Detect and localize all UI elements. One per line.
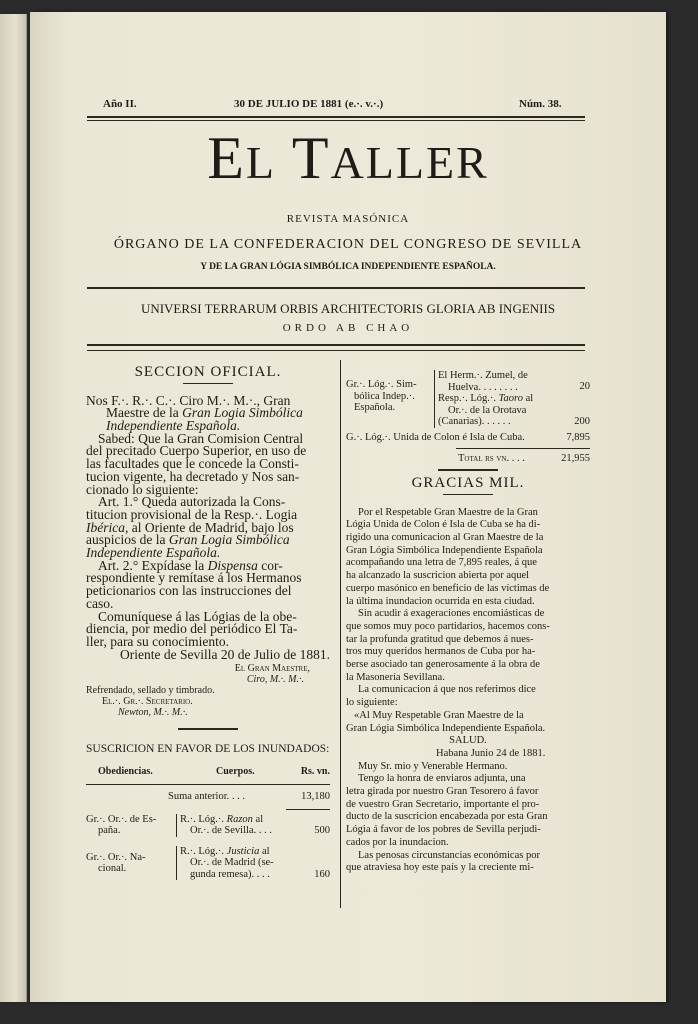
- decree-line: respondiente y remítase á los Hermanos: [86, 570, 302, 586]
- text-line: que somos muy poco partidarios, hacemos cons-: [346, 620, 550, 632]
- decree-line: Art. 1.° Queda autorizada la Cons-: [98, 494, 286, 510]
- masthead-organ-line-2: Y DE LA GRAN LÓGIA SIMBÓLICA INDEPENDIENTE ESPAÑOLA.: [200, 262, 496, 272]
- heading-rule: [183, 383, 233, 384]
- obedience-line: Gr.·. Or.·. de Es-: [86, 813, 157, 825]
- text-line: Tengo la honra de enviaros adjunta, una: [358, 773, 526, 785]
- text-line: la Masonería Sevillana.: [346, 671, 445, 683]
- text-line: Gran Lógia Simbólica Independiente Española: [346, 544, 543, 556]
- decree-line: titucion provisional de la Resp.·. Logia: [86, 506, 298, 522]
- col-header-amount: Rs. vn.: [300, 765, 330, 777]
- decree-line: Art. 2.° Expídase la Dispensa cor-: [98, 557, 283, 573]
- obedience-line: paña.: [98, 825, 121, 837]
- row-obedience: [86, 852, 145, 875]
- masthead-motto-2: ORDO AB CHAO: [282, 322, 414, 334]
- masthead-organ-line-1: ÓRGANO DE LA CONFEDERACION DEL CONGRESO DE SEVILLA: [113, 237, 583, 252]
- left-column: [86, 366, 330, 886]
- decree-line: caso.: [86, 595, 114, 611]
- facing-page-edge: [0, 14, 27, 1002]
- text-line: que atraviesa hoy este país y la creciente mi-: [346, 862, 534, 874]
- decree-line: Comuníquese á las Lógias de la obe-: [98, 608, 297, 624]
- decree-line: peticionarios con las instrucciones del: [86, 583, 292, 599]
- decree-line: Independiente Española.: [106, 418, 241, 433]
- header-rule: [87, 116, 585, 118]
- table-header: [86, 766, 330, 782]
- text-line: La comunicacion á que nos referimos dice: [358, 684, 536, 696]
- body-line: Or.·. de la Orotava: [448, 404, 527, 416]
- text-line: Lógia Unida de Colon é Isla de Cuba se ha di-: [346, 519, 541, 531]
- body-line: (Canarias). . . . . .: [438, 416, 511, 427]
- signature-name: Ciro, M.·. M.·.: [246, 674, 304, 686]
- suscricion-title: SUSCRICION EN FAVOR DE LOS INUNDADOS:: [86, 743, 330, 756]
- body-line: R.·. Lóg.·. Razon al: [180, 813, 264, 825]
- prior-sum-value: 13,180: [301, 790, 330, 802]
- table-row: [86, 814, 330, 844]
- masthead-rule-lower: [87, 344, 585, 346]
- gracias-heading: GRACIAS MIL.: [411, 475, 525, 491]
- text-line: letra girada por nuestro Gran Tesorero á favor: [346, 786, 539, 798]
- text-line: rigido una comunicacion al Gran Maestre de la: [346, 532, 544, 543]
- row-amount: 160: [314, 868, 330, 880]
- decree-line: auspicios de la Gran Logia Simbólica: [86, 532, 290, 548]
- obedience-line: Española.: [354, 402, 396, 413]
- text-line: de vuestro Gran Secretario, importante el pro-: [346, 798, 540, 810]
- text-line: Gran Lógia Simbólica Independiente Española.: [346, 722, 546, 734]
- row-body: [176, 846, 274, 881]
- decree-line: ller, para su conocimiento.: [86, 633, 230, 649]
- row-body: [176, 814, 272, 837]
- text-line: berse asociado tan generosamente á la obra de: [346, 659, 540, 671]
- text-line: SALUD.: [449, 735, 487, 747]
- column-divider: [340, 360, 341, 908]
- decree-line: cionado lo siguiente:: [86, 481, 199, 497]
- heading-rule: [443, 494, 493, 495]
- text-line: Sin acudir á exageraciones encomiásticas de: [358, 608, 545, 620]
- table-row-continued: [346, 370, 590, 428]
- row-obedience: [86, 814, 156, 837]
- body-line: Or.·. de Madrid (se-: [190, 857, 274, 869]
- body-line: Resp.·. Lóg.·. Taoro al: [438, 393, 534, 404]
- decree-line: Oriente de Sevilla 20 de Julio de 1881.: [120, 646, 330, 662]
- body-line: gunda remesa). . . .: [190, 868, 270, 880]
- section-rule: [438, 469, 498, 471]
- masthead-rule: [87, 287, 585, 289]
- signature-title: El Gran Maestre,: [234, 663, 310, 675]
- masthead-title: EL TALLER: [207, 125, 489, 191]
- decree-line: diencia, por medio del periódico El Ta-: [86, 621, 298, 637]
- row-amount: 500: [314, 824, 330, 836]
- decree-line: las facultades que le concede la Consti-: [86, 456, 299, 472]
- obedience-line: bólica Indep.·.: [354, 390, 415, 402]
- text-line: Las penosas circunstancias económicas por: [358, 849, 540, 861]
- right-column: [346, 370, 590, 875]
- obedience-line: Gr.·. Or.·. Na-: [86, 851, 146, 863]
- issue-year: Año II.: [103, 98, 137, 110]
- total-label: Total rs vn. . . .: [458, 453, 525, 464]
- masthead-motto: UNIVERSI TERRARUM ORBIS ARCHITECTORIS GLORIA AB INGENIIS: [140, 301, 556, 316]
- row-amount: 7,895: [566, 432, 590, 443]
- sum-rule: [286, 809, 330, 810]
- decree-line: Maestre de la Gran Logia Simbólica: [106, 405, 303, 421]
- masthead-subtitle: REVISTA MASÓNICA: [286, 213, 410, 225]
- body-line: R.·. Lóg.·. Justicia al: [180, 845, 270, 857]
- section-rule: [178, 728, 238, 730]
- text-line: tros muy queridos hermanos de Cuba por ha-: [346, 646, 536, 658]
- decree-line: Ibérica, al Oriente de Madrid, bajo los: [86, 519, 294, 535]
- issue-date: 30 DE JULIO DE 1881 (e.·. v.·.): [234, 98, 384, 110]
- text-line: lo siguiente:: [346, 697, 398, 709]
- table-row: [86, 846, 330, 886]
- issue-number: Núm. 38.: [519, 98, 562, 110]
- text-line: Por el Respetable Gran Maestre de la Gran: [358, 506, 538, 518]
- decree-line: del precitado Cuerpo Superior, en uso de: [86, 443, 307, 459]
- decree-line: tucion vigente, ha decretado y Nos san-: [86, 468, 300, 484]
- body-line: Or.·. de Sevilla. . . .: [190, 825, 272, 837]
- row-body: G.·. Lóg.·. Unida de Colon é Isla de Cuba.: [346, 432, 525, 443]
- obedience-line: Gr.·. Lóg.·. Sim-: [346, 379, 417, 390]
- text-line: ha alcanzado la suscricion abierta por aquel: [346, 570, 530, 582]
- prior-sum-label: Suma anterior. . . .: [168, 790, 245, 802]
- body-line: El Herm.·. Zumel, de: [438, 370, 528, 381]
- total-value: 21,955: [561, 453, 590, 464]
- gracias-text: [346, 507, 590, 875]
- col-header-cuerpos: Cuerpos.: [216, 765, 255, 777]
- text-line: tar la profunda gratitud que debemos á nues-: [346, 633, 534, 645]
- row-body: [434, 370, 533, 428]
- decree-line: Nos F.·. R.·. C.·. Ciro M.·. M.·., Gran: [86, 392, 291, 408]
- decree-text: [86, 392, 330, 662]
- row-amount: 20: [579, 381, 590, 392]
- countersign: Refrendado, sellado y timbrado.: [86, 685, 215, 697]
- obedience-line: cional.: [98, 863, 127, 875]
- header-rule-thin: [87, 120, 585, 121]
- text-line: ducto de la suscricion encabezada por esta Gran: [346, 811, 548, 823]
- text-line: «Al Muy Respetable Gran Maestre de la: [354, 709, 524, 721]
- decree-line: Sabed: Que la Gran Comision Central: [98, 430, 304, 446]
- newspaper-page: [30, 12, 666, 1002]
- text-line: cados por la inundacion.: [346, 836, 449, 848]
- text-line: acompañando una letra de 7,895 reales, á que: [346, 557, 537, 569]
- table-row: [346, 432, 590, 446]
- total-row: [346, 453, 590, 467]
- secretary-title: El.·. Gr.·. Secretario.: [102, 696, 193, 708]
- text-line: Muy Sr. mio y Venerable Hermano.: [358, 760, 508, 772]
- decree-line: Independiente Española.: [86, 545, 221, 561]
- table-header-rule: [86, 784, 330, 785]
- prior-sum-row: [86, 791, 330, 809]
- total-rule: [456, 448, 590, 449]
- text-line: Lógia á favor de los pobres de Sevilla perjudi-: [346, 824, 541, 836]
- row-obedience: [346, 379, 417, 414]
- body-line: Huelva. . . . . . . .: [448, 381, 518, 393]
- col-header-obediencias: Obediencias.: [98, 765, 153, 777]
- secretary-name: Newton, M.·. M.·.: [118, 707, 188, 719]
- seccion-oficial-heading: SECCION OFICIAL.: [134, 364, 282, 380]
- masthead-rule-lower-thin: [87, 350, 585, 351]
- row-amount: 200: [574, 416, 590, 427]
- text-line: Habana Junio 24 de 1881.: [436, 747, 546, 759]
- text-line: cuerpo masónico en beneficio de las víctimas de: [346, 582, 550, 594]
- text-line: la última inundacion ocurrida en esta ciudad.: [346, 595, 535, 607]
